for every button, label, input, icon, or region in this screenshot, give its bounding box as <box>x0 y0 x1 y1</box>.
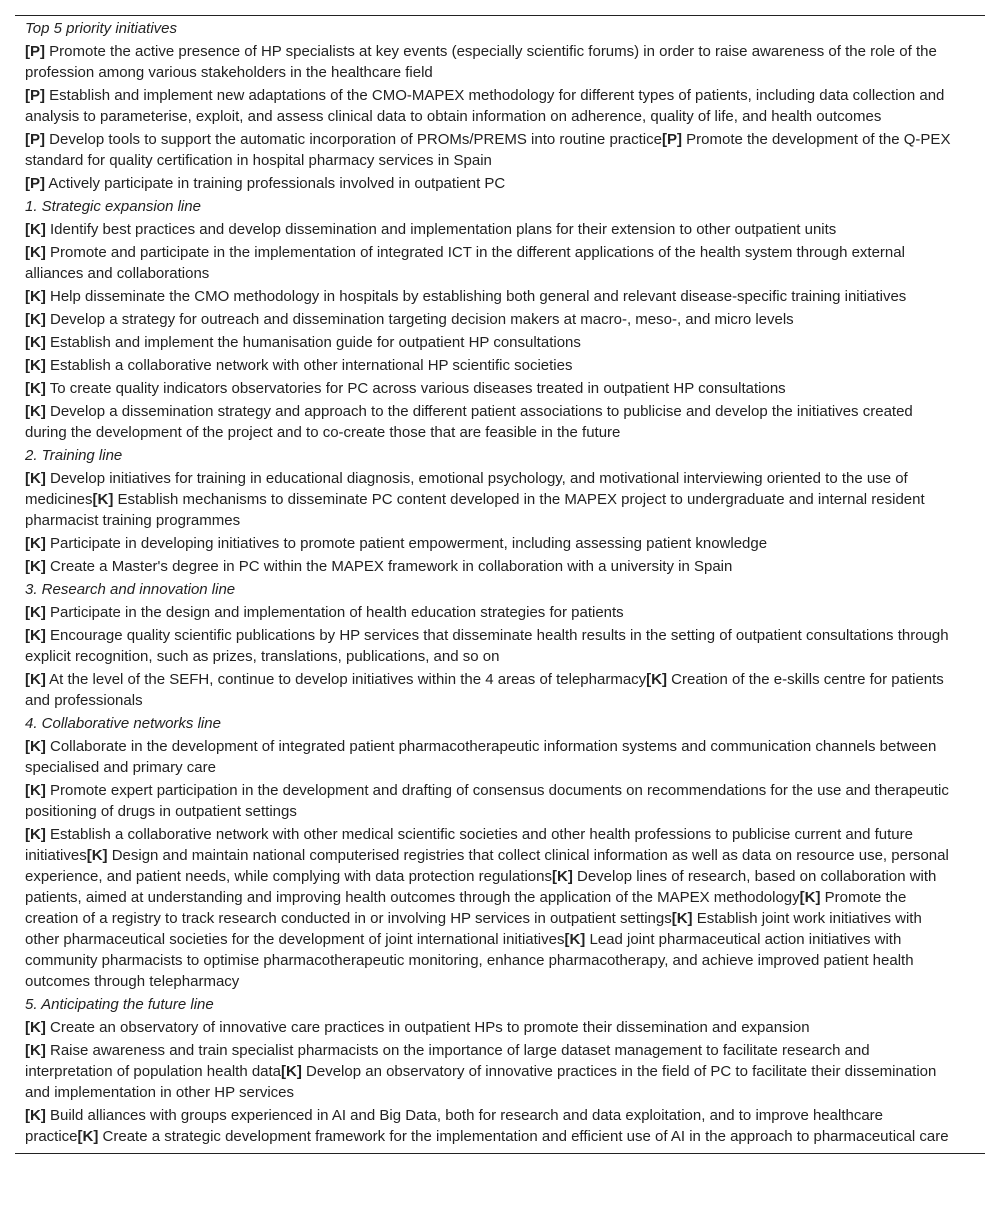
initiative-item <box>25 288 906 305</box>
initiative-text: Collaborate in the development of integrated patient pharmacotherapeutic information systems and communication channels between specialised and primary care <box>25 738 937 776</box>
initiative-item <box>25 627 949 665</box>
priority-tag: [K] <box>25 627 46 644</box>
priority-tag: [K] <box>25 221 46 238</box>
priority-tag: [K] <box>25 288 46 305</box>
initiative-item <box>25 175 505 192</box>
initiative-text: Design and maintain national computerised registries that collect clinical information as well as data on resource use, personal experience, and patient needs, while complying with data protection regulations <box>25 847 949 885</box>
initiative-text: Actively participate in training professionals involved in outpatient PC <box>45 175 506 192</box>
initiative-text: Promote expert participation in the development and drafting of consensus documents on recommendations for the use and therapeutic positioning of drugs in outpatient settings <box>25 782 949 820</box>
section-heading: 5. Anticipating the future line <box>25 996 214 1013</box>
priority-tag: [K] <box>86 847 108 864</box>
initiative-row <box>15 242 965 286</box>
initiative-item <box>25 558 732 575</box>
initiative-row <box>15 378 965 401</box>
section-heading: 3. Research and innovation line <box>25 581 236 598</box>
initiative-text: At the level of the SEFH, continue to develop initiatives within the 4 areas of telepharmacy <box>45 671 647 688</box>
initiative-item <box>25 1019 810 1036</box>
section-heading: 2. Training line <box>25 447 123 464</box>
initiative-row <box>15 219 965 242</box>
initiative-item <box>25 380 786 397</box>
initiative-text: Raise awareness and train specialist pharmacists on the importance of large dataset management to facilitate research and interpretation of population health data <box>25 1042 870 1080</box>
priority-tag: [K] <box>25 244 46 261</box>
initiative-text: Participate in the design and implementation of health education strategies for patients <box>45 604 624 621</box>
initiative-row <box>15 355 965 378</box>
priority-tag: [K] <box>25 470 46 487</box>
initiative-text: Establish a collaborative network with other international HP scientific societies <box>45 357 573 374</box>
priority-tag: [K] <box>25 604 46 621</box>
priority-tag: [K] <box>92 491 114 508</box>
initiative-item <box>25 131 662 148</box>
initiative-item <box>25 403 913 441</box>
initiative-item <box>25 87 944 125</box>
initiative-text: Develop a strategy for outreach and dissemination targeting decision makers at macro-, meso-, and micro levels <box>45 311 794 328</box>
section-heading: 1. Strategic expansion line <box>25 198 201 215</box>
initiative-text: Promote the development of the Q-PEX standard for quality certification in hospital pharmacy services in Spain <box>25 131 951 169</box>
priority-tag: [K] <box>671 910 693 927</box>
initiative-row <box>15 669 965 713</box>
priority-tag: [K] <box>25 558 46 575</box>
bottom-rule <box>15 1153 985 1154</box>
initiative-row <box>15 602 965 625</box>
priority-tag: [K] <box>25 782 46 799</box>
initiative-row <box>15 309 965 332</box>
priority-tag: [K] <box>552 868 573 885</box>
initiative-text: Develop tools to support the automatic incorporation of PROMs/PREMS into routine practice <box>45 131 662 148</box>
initiative-text: Promote the active presence of HP specialists at key events (especially scientific forums) in order to raise awareness of the role of the profession among various stakeholders in the healthcare field <box>25 43 937 81</box>
initiative-row <box>15 625 965 669</box>
priority-tag: [P] <box>25 43 45 60</box>
initiative-item <box>25 491 925 529</box>
initiative-text: Establish mechanisms to disseminate PC content developed in the MAPEX project to undergraduate and internal resident pharmacist training programmes <box>25 491 925 529</box>
initiative-text: Develop a dissemination strategy and approach to the different patient associations to publicise and develop the initiatives created during the development of the project and to co-create those that are feasible in the future <box>25 403 913 441</box>
initiative-item <box>25 334 581 351</box>
priority-tag: [K] <box>25 403 46 420</box>
priority-tag: [K] <box>25 738 46 755</box>
initiative-text: Creation of the e-skills centre for patients and professionals <box>25 671 944 709</box>
priority-tag: [K] <box>25 826 46 843</box>
initiative-text: Develop initiatives for training in educational diagnosis, emotional psychology, and motivational interviewing oriented to the use of medicines <box>25 470 908 508</box>
initiative-row <box>15 1105 965 1149</box>
initiative-text: Help disseminate the CMO methodology in hospitals by establishing both general and relevant disease-specific training initiatives <box>45 288 907 305</box>
initiative-text: Create a strategic development framework for the implementation and efficient use of AI in the approach to pharmaceutical care <box>98 1128 949 1145</box>
priority-tag: [K] <box>25 380 46 397</box>
initiative-text: Develop an observatory of innovative practices in the field of PC to facilitate their dissemination and implementation in other HP services <box>25 1063 937 1101</box>
initiative-row <box>15 173 965 196</box>
initiative-row <box>15 332 965 355</box>
priority-tag: [K] <box>646 671 667 688</box>
initiative-row <box>15 286 965 309</box>
initiative-row <box>15 1017 965 1040</box>
initiative-item <box>78 1128 949 1145</box>
initiative-text: Encourage quality scientific publications by HP services that disseminate health results in the setting of outpatient consultations through explicit recognition, such as prizes, translations, publications, and so on <box>25 627 949 665</box>
initiative-row <box>15 129 965 173</box>
initiative-text: Build alliances with groups experienced in AI and Big Data, both for research and data exploitation, and to improve healthcare practice <box>25 1107 884 1145</box>
priority-tag: [K] <box>564 931 586 948</box>
initiative-text: Promote the creation of a registry to track research conducted in or involving HP services in outpatient settings <box>25 889 907 927</box>
priority-tag: [K] <box>281 1063 302 1080</box>
initiative-text: Establish and implement the humanisation guide for outpatient HP consultations <box>45 334 581 351</box>
initiative-row <box>15 780 965 824</box>
initiative-row <box>15 533 965 556</box>
priority-tag: [K] <box>25 1042 46 1059</box>
initiative-item <box>25 671 646 688</box>
initiative-text: Establish a collaborative network with other medical scientific societies and other health professions to publicise current and future initiatives <box>25 826 913 864</box>
initiative-row <box>15 824 965 994</box>
initiative-text: Participate in developing initiatives to promote patient empowerment, including assessing patient knowledge <box>45 535 768 552</box>
initiative-row <box>15 1040 965 1105</box>
initiative-text: Establish joint work initiatives with other pharmaceutical societies for the development of joint international initiatives <box>25 910 922 948</box>
priority-tag: [P] <box>25 131 45 148</box>
initiative-item <box>25 221 836 238</box>
initiative-row <box>15 85 965 129</box>
priority-tag: [K] <box>25 671 46 688</box>
initiatives-table <box>15 15 985 1154</box>
initiative-item <box>25 535 767 552</box>
initiative-row <box>15 401 965 445</box>
initiative-item <box>25 43 937 81</box>
initiative-item <box>25 357 572 374</box>
initiative-text: Lead joint pharmaceutical action initiatives with community pharmacists to optimise pharmacotherapeutic monitoring, enhance pharmacotherapy, and achieve improved patient health outcomes through telepharmacy <box>25 931 914 990</box>
initiative-item <box>25 782 949 820</box>
initiative-item <box>25 244 905 282</box>
initiative-row <box>15 736 965 780</box>
priority-tag: [K] <box>77 1128 99 1145</box>
initiative-item <box>25 604 624 621</box>
priority-tag: [P] <box>25 87 45 104</box>
priority-tag: [K] <box>25 1019 46 1036</box>
priority-tag: [P] <box>25 175 45 192</box>
initiative-text: Establish and implement new adaptations of the CMO-MAPEX methodology for different types of patients, including data collection and analysis to parameterise, exploit, and assess clinical data to obtain information on adherence, quality of life, and health outcomes <box>25 87 945 125</box>
initiative-text: Develop lines of research, based on collaboration with patients, aimed at understanding and improving health outcomes through the application of the MAPEX methodology <box>25 868 937 906</box>
table-body <box>15 16 985 1153</box>
initiative-item <box>25 311 794 328</box>
priority-tag: [K] <box>25 311 46 328</box>
initiative-row <box>15 468 965 533</box>
initiative-text: Identify best practices and develop dissemination and implementation plans for their extension to other outpatient units <box>45 221 837 238</box>
initiative-text: To create quality indicators observatories for PC across various diseases treated in outpatient HP consultations <box>45 380 786 397</box>
priority-tag: [K] <box>25 1107 46 1124</box>
section-heading: Top 5 priority initiatives <box>25 20 178 37</box>
initiative-item <box>25 738 936 776</box>
section-heading: 4. Collaborative networks line <box>25 715 221 732</box>
priority-tag: [K] <box>25 357 46 374</box>
initiative-row <box>15 41 965 85</box>
initiative-text: Create an observatory of innovative care practices in outpatient HPs to promote their dissemination and expansion <box>45 1019 810 1036</box>
priority-tag: [K] <box>25 535 46 552</box>
initiative-text: Create a Master's degree in PC within the MAPEX framework in collaboration with a university in Spain <box>45 558 733 575</box>
priority-tag: [P] <box>661 131 682 148</box>
priority-tag: [K] <box>25 334 46 351</box>
initiative-text: Promote and participate in the implementation of integrated ICT in the different applications of the health system through external alliances and collaborations <box>25 244 905 282</box>
initiative-row <box>15 556 965 579</box>
priority-tag: [K] <box>799 889 821 906</box>
